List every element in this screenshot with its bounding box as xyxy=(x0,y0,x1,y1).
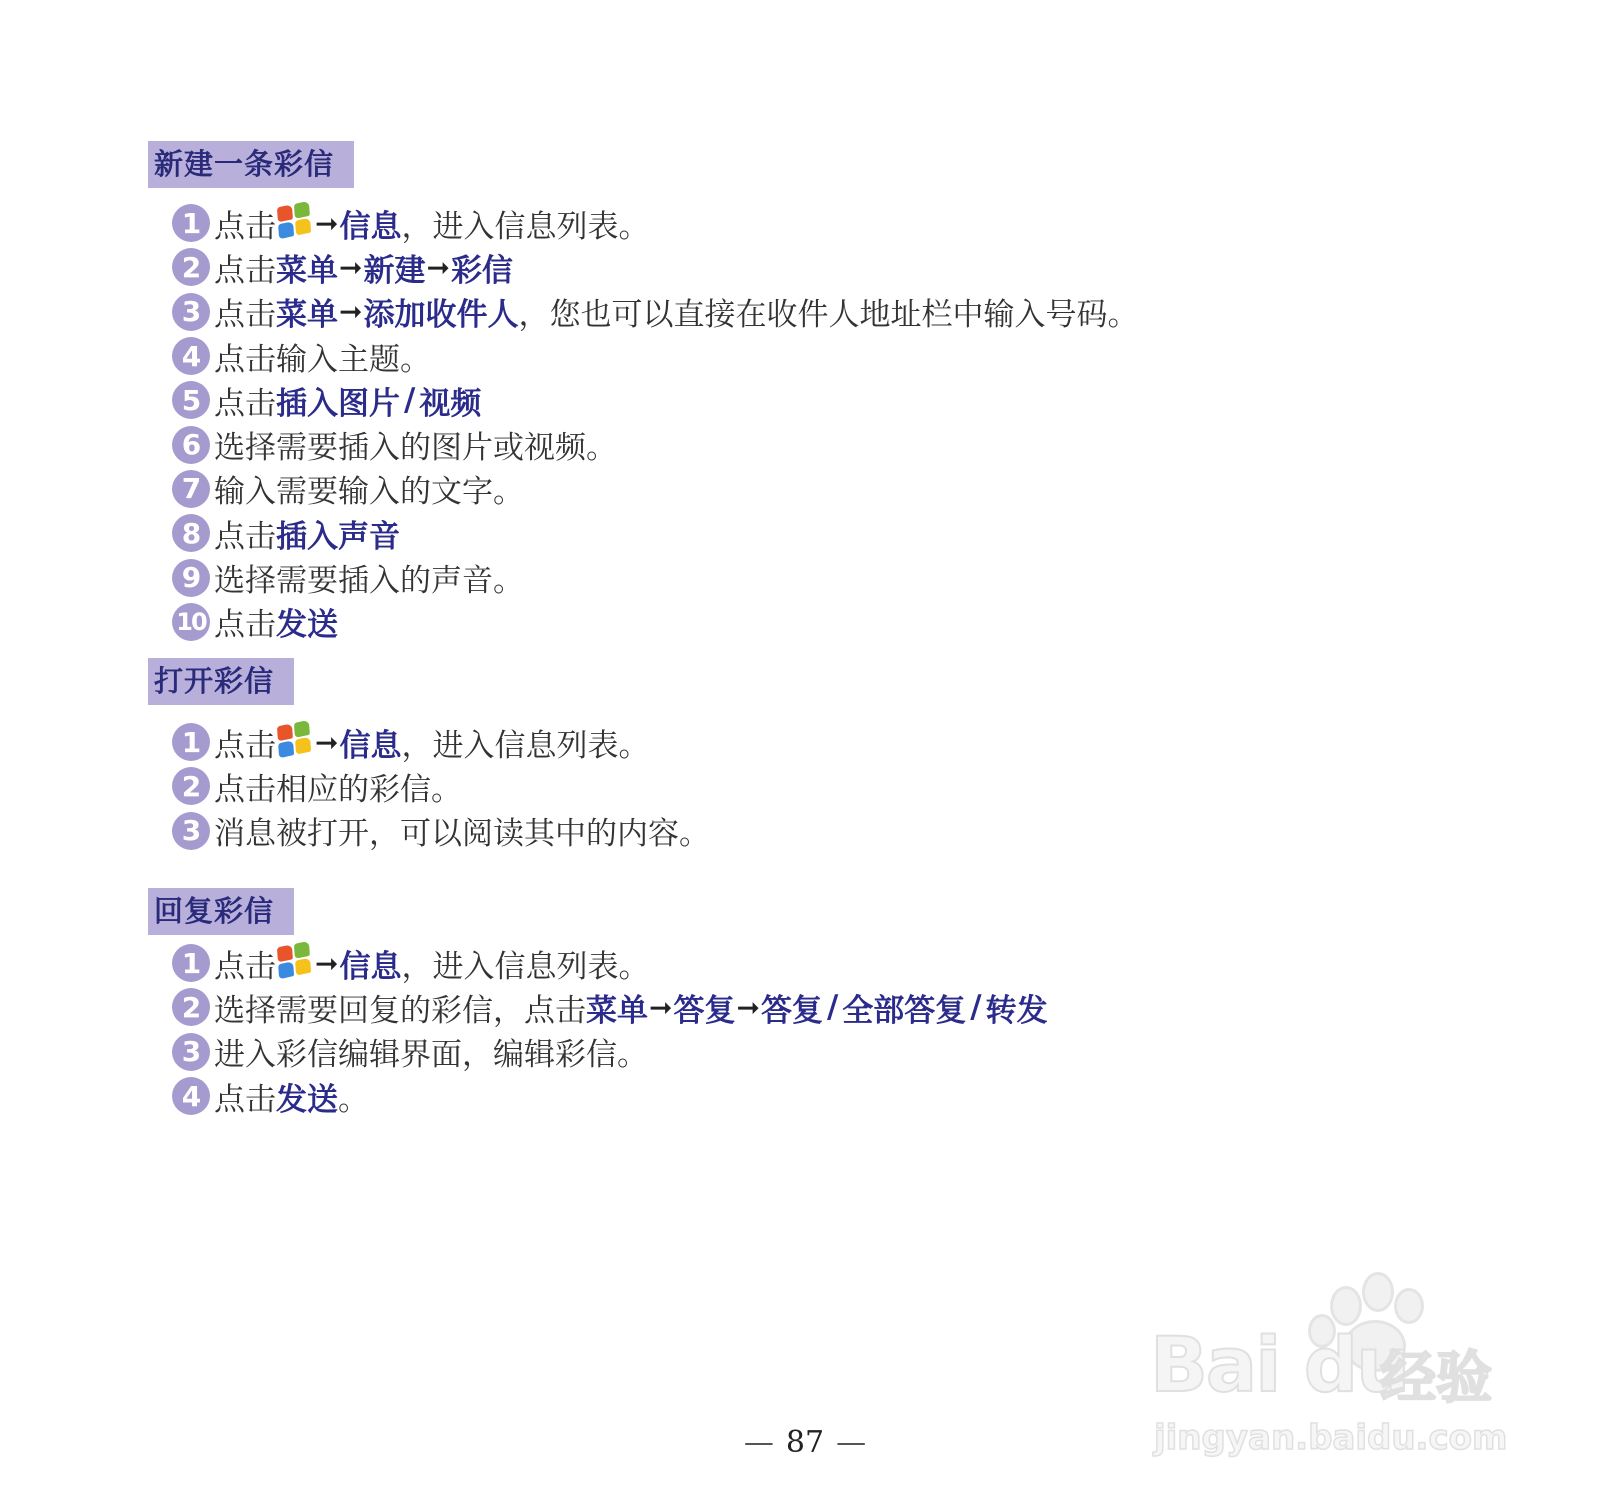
step-keyword: 菜单 xyxy=(276,297,338,334)
step-item xyxy=(172,941,1048,985)
step-text: 选择需要插入的声音。 xyxy=(214,563,524,600)
step-number-badge: 2 xyxy=(172,767,210,805)
arrow-icon: ➞ xyxy=(315,206,339,240)
step-item xyxy=(172,1030,1048,1074)
step-keyword: 菜单 xyxy=(276,252,338,289)
step-item xyxy=(172,422,1138,466)
section-title-reply-mms: 回复彩信 xyxy=(148,888,294,935)
step-keyword: 新建 xyxy=(363,252,426,289)
step-number-badge: 2 xyxy=(172,248,210,286)
step-text: 点击相应的彩信。 xyxy=(214,771,462,808)
step-text: 进入彩信编辑界面，编辑彩信。 xyxy=(214,1037,648,1074)
section-title-new-mms: 新建一条彩信 xyxy=(148,141,354,188)
step-keyword: 发送 xyxy=(276,607,338,644)
step-text: 消息被打开，可以阅读其中的内容。 xyxy=(214,816,710,853)
step-item xyxy=(172,201,1138,245)
step-number-badge: 9 xyxy=(172,559,210,597)
step-keyword: 信息 xyxy=(339,948,402,985)
arrow-icon: ➞ xyxy=(339,250,363,284)
watermark-logo-cn: 经验 xyxy=(1380,1346,1492,1411)
step-item xyxy=(172,555,1138,599)
step-item xyxy=(172,985,1048,1029)
step-number-badge: 7 xyxy=(172,470,210,508)
step-text: 点击 xyxy=(214,385,276,422)
step-keyword: 插入图片 xyxy=(276,385,400,422)
step-keyword: 信息 xyxy=(339,208,402,245)
step-number-badge: 5 xyxy=(172,381,210,419)
step-number-badge: 6 xyxy=(172,426,210,464)
watermark-url: jingyan.baidu.com xyxy=(1154,1418,1508,1458)
page-number-dash-left: — xyxy=(743,1425,774,1460)
arrow-icon: ➞ xyxy=(649,990,673,1024)
step-item xyxy=(172,511,1138,555)
step-keyword: 视频 xyxy=(419,385,482,422)
step-number-badge: 2 xyxy=(172,988,210,1026)
step-item xyxy=(172,1074,1048,1118)
step-item xyxy=(172,290,1138,334)
step-number-badge: 3 xyxy=(172,1033,210,1071)
step-text: 输入需要输入的文字。 xyxy=(214,474,524,511)
step-text: 点击 xyxy=(214,948,276,985)
page-number-value: 87 xyxy=(785,1425,825,1460)
step-number-badge: 8 xyxy=(172,514,210,552)
step-number-badge: 1 xyxy=(172,944,210,982)
watermark-logo-text: Bai du xyxy=(1150,1320,1409,1409)
step-item xyxy=(172,809,710,853)
steps-reply-mms xyxy=(172,941,1048,1118)
step-text: 点击 xyxy=(214,1081,276,1118)
arrow-icon: ➞ xyxy=(315,946,339,980)
step-keyword: 彩信 xyxy=(450,252,513,289)
step-text: 选择需要回复的彩信，点击 xyxy=(214,992,586,1029)
step-number-badge: 4 xyxy=(172,337,210,375)
step-number-badge: 10 xyxy=(172,603,210,641)
step-item xyxy=(172,334,1138,378)
step-item xyxy=(172,467,1138,511)
step-separator: / xyxy=(970,989,982,1026)
step-item xyxy=(172,245,1138,289)
arrow-icon: ➞ xyxy=(315,725,339,759)
step-text: 点击 xyxy=(214,727,276,764)
baidu-jingyan-watermark xyxy=(1150,1268,1530,1458)
step-keyword: 答复 xyxy=(760,992,823,1029)
steps-open-mms xyxy=(172,720,710,853)
step-text: 点击 xyxy=(214,518,276,555)
step-text: ，您也可以直接在收件人地址栏中输入号码。 xyxy=(518,297,1139,334)
section-title-open-mms: 打开彩信 xyxy=(148,658,294,705)
step-text: ，进入信息列表。 xyxy=(401,948,650,985)
step-item xyxy=(172,720,710,764)
step-item xyxy=(172,600,1138,644)
step-separator: / xyxy=(404,382,416,419)
step-number-badge: 1 xyxy=(172,723,210,761)
step-text: 点击 xyxy=(214,208,276,245)
arrow-icon: ➞ xyxy=(426,250,450,284)
step-number-badge: 1 xyxy=(172,204,210,242)
windows-start-icon xyxy=(277,941,311,979)
arrow-icon: ➞ xyxy=(339,295,363,329)
step-text: 点击 xyxy=(214,607,276,644)
step-separator: / xyxy=(826,989,839,1026)
step-text: 点击输入主题。 xyxy=(214,341,431,378)
arrow-icon: ➞ xyxy=(736,990,760,1024)
page-number-dash-right: — xyxy=(836,1425,867,1460)
step-keyword: 菜单 xyxy=(586,992,648,1029)
step-text: 点击 xyxy=(214,297,276,334)
windows-start-icon xyxy=(277,201,311,239)
step-keyword: 发送 xyxy=(276,1081,338,1118)
step-text: ，进入信息列表。 xyxy=(401,208,650,245)
step-keyword: 添加收件人 xyxy=(363,297,519,334)
windows-start-icon xyxy=(277,720,311,758)
step-text: 选择需要插入的图片或视频。 xyxy=(214,430,617,467)
step-item xyxy=(172,378,1138,422)
step-number-badge: 3 xyxy=(172,293,210,331)
step-text: 。 xyxy=(338,1081,369,1118)
step-number-badge: 3 xyxy=(172,812,210,850)
steps-new-mms xyxy=(172,201,1138,644)
step-item xyxy=(172,764,710,808)
step-keyword: 全部答复 xyxy=(842,992,967,1029)
step-number-badge: 4 xyxy=(172,1077,210,1115)
step-keyword: 转发 xyxy=(985,992,1048,1029)
step-keyword: 插入声音 xyxy=(276,518,400,555)
step-text: 点击 xyxy=(214,252,276,289)
step-keyword: 答复 xyxy=(673,992,736,1029)
step-keyword: 信息 xyxy=(339,727,402,764)
step-text: ，进入信息列表。 xyxy=(401,727,650,764)
